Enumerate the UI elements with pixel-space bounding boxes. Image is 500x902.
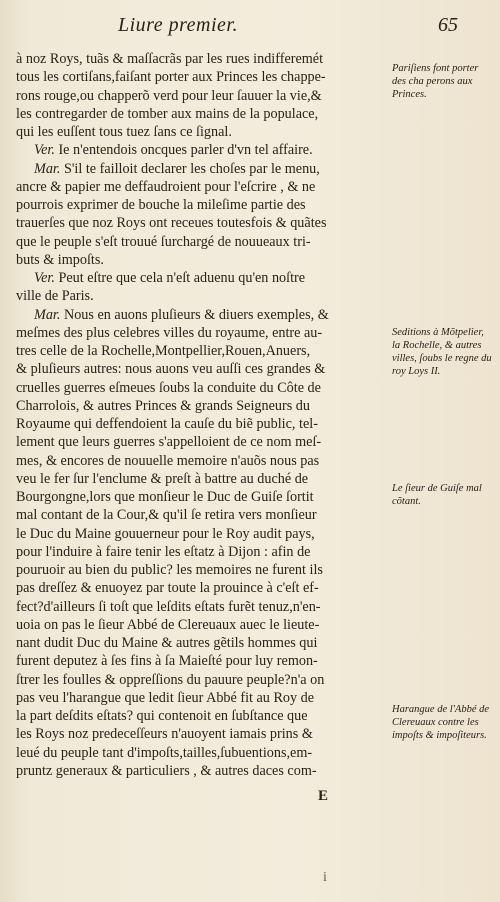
- text-line: lement que leurs guerres s'appelloient de ce nom meſ-: [16, 434, 322, 451]
- text-line: pour l'induire à faire tenir les eſtatz à Dijon : afin de: [16, 543, 311, 560]
- text-line: Bourgongne,lors que monſieur le Duc de Guiſe ſortit: [16, 489, 314, 505]
- dialogue-line: Mar. Nous en auons pluſieurs & diuers exemples, &: [34, 306, 329, 323]
- dialogue-line: Mar. S'il te failloit declarer les choſes par le menu,: [34, 160, 320, 177]
- speaker-label: Ver.: [34, 142, 55, 159]
- signature-mark: E: [318, 788, 329, 804]
- text-line: mes, & encores de nouuelle memoire n'auõs nous pas: [16, 452, 320, 469]
- text-line: Charrolois, & autres Princes & grands Seigneurs du: [16, 397, 310, 414]
- speaker-label: Mar.: [34, 306, 61, 323]
- text-line: pourrois exprimer de bouche la mileſime partie des: [16, 197, 306, 213]
- speaker-label: Ver.: [34, 270, 55, 286]
- margin-note-seditions: Seditions à Mõtpelier, la Rochelle, & autres villes, ſoubs le regne du roy Loys II.: [392, 327, 492, 377]
- text-line: ville de Paris.: [16, 288, 94, 305]
- main-text-block: [16, 50, 388, 780]
- text-line: les contregarder de tomber aux mains de la populace,: [16, 105, 319, 122]
- text-line: fect?d'ailleurs ſi toſt que leſdits eſtats furẽt tenuz,n'en-: [16, 598, 321, 615]
- dialogue-line: Ver. Ie n'entendois oncques parler d'vn tel affaire.: [34, 142, 313, 159]
- text-line: la part deſdits eſtats? qui contenoit en ſubſtance que: [16, 708, 308, 724]
- text-line: furent deputez à ſes fins à ſa Maieſté pour luy remon-: [16, 653, 318, 670]
- speaker-label: Mar.: [34, 160, 61, 177]
- text-line: qui les euſſent tous tuez ſans ce ſignal.: [16, 124, 232, 140]
- page-header: [0, 14, 500, 42]
- text-line: que le peuple s'eſt trouué ſurchargé de nouueaux tri-: [16, 233, 311, 250]
- page-number: 65: [438, 14, 458, 36]
- text-line: tres celle de la Rochelle,Montpellier,Rouen,Anuers,: [16, 343, 311, 359]
- text-line: nant dudit Duc du Maine & autres gẽtils hommes qui: [16, 635, 318, 651]
- dialogue-line: Ver. Peut eſtre que cela n'eſt aduenu qu'en noſtre: [34, 270, 306, 286]
- text-line: à noz Roys, tuãs & maſſacrãs par les rues indifferemét: [16, 51, 324, 67]
- text-line: trauerſes que noz Roys ont receues toutesfois & quãtes: [16, 215, 327, 232]
- text-line: buts & impoſts.: [16, 251, 104, 268]
- text-line: ancre & papier me deffaudroient pour l'eſcrire , & ne: [16, 178, 316, 195]
- text-line: ſtrer les foulles & oppreſſions du pauure peuple?n'a on: [16, 671, 325, 688]
- text-line: Royaume qui deffendoient la cauſe du biẽ public, tel-: [16, 416, 318, 432]
- margin-note-harangue: Harangue de l'Abbé de Clereuaux contre les impoſts & impoſiteurs.: [392, 704, 490, 741]
- text-line: leué du peuple tant d'impoſts,tailles,ſubuentions,em-: [16, 744, 313, 761]
- text-line: cruelles guerres eſmeues ſoubs la conduite du Côte de: [16, 379, 321, 396]
- text-line: le Duc du Maine gouuerneur pour le Roy audit pays,: [16, 525, 315, 542]
- text-line: uoia on pas le ſieur Abbé de Clereuaux auec le lieute-: [16, 616, 320, 633]
- margin-note-guise: Le ſieur de Guiſe mal cõtant.: [392, 483, 482, 507]
- text-line: pruntz generaux & particuliers , & autres daces com-: [16, 762, 317, 779]
- running-title: Liure premier.: [118, 14, 238, 36]
- text-line: tous les cortiſans,faiſant porter aux Princes les chappe-: [16, 69, 326, 86]
- text-line: pas dreſſez & enuoyez par toute la prouince à c'eſt ef-: [16, 580, 319, 597]
- bottom-mark: i: [323, 870, 327, 885]
- text-line: meſmes des plus celebres villes du royaume, entre au-: [16, 324, 323, 341]
- text-line: rons rouge,ou chapperõ verd pour leur ſauuer la vie,&: [16, 87, 322, 104]
- text-line: mal contant de la Cour,& qu'il ſe retira vers monſieur: [16, 507, 317, 524]
- text-line: pas veu l'harangue que ledit ſieur Abbé fit au Roy de: [16, 689, 315, 706]
- text-line: les Roys noz predeceſſeurs n'auoyent iamais prins &: [16, 726, 313, 743]
- text-line: pouruoir au bien du public? les memoires ne furent ils: [16, 562, 323, 578]
- text-line: & pluſieurs autres: nous auons veu auſſi ces grandes &: [16, 361, 326, 378]
- text-line: veu le fer ſur l'enclume & preſt à battre au duché de: [16, 470, 309, 487]
- margin-note-parisiens: Pariſiens font porter des cha perons aux Princes.: [392, 63, 479, 100]
